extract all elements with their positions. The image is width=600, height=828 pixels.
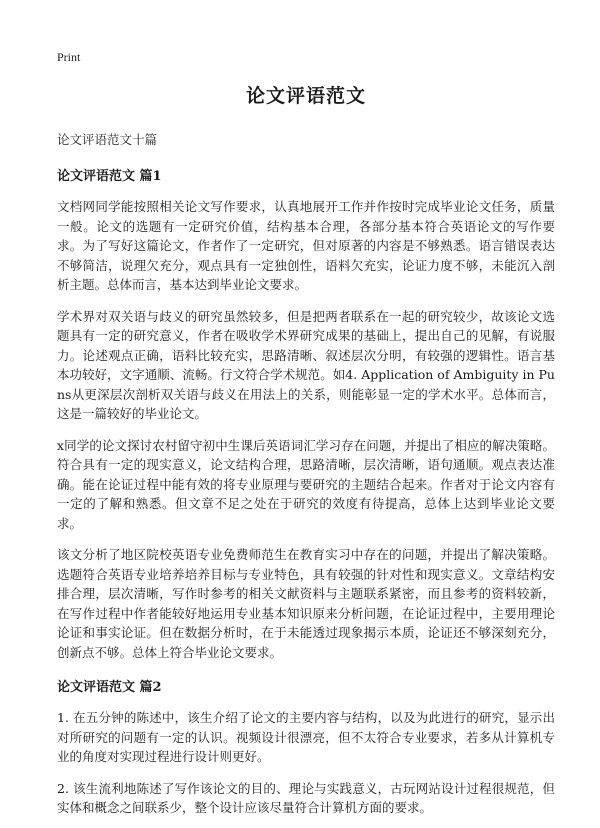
section-heading-1: 论文评语范文 篇1 — [57, 169, 162, 184]
page-title: 论文评语范文 — [245, 85, 366, 107]
paragraph: 该文分析了地区院校英语专业免费师范生在教育实习中存在的问题，并提出了解决策略。选题符合英语专业培养培养目标与专业特色，具有较强的针对性和现实意义。文章结构安排合理，层次清晰，写作时参考的相关文献资料与主题联系紧密，而且参考的资料较新，在写作过程中作者能较好地运用专业基本知识原来分析问题，在论证过程中，主要用理论论证和事实论证。但在数据分析时，在于未能透过现象揭示本质，论证还不够深刻充分，创新点不够。总体上符合毕业论文要求。 — [57, 547, 555, 660]
paragraph: 2. 该生流利地陈述了写作该论文的目的、理论与实践意义，古玩网站设计过程很规范，但实体和概念之间联系少，整个设计应该尽量符合计算机方面的要求。 — [57, 780, 555, 815]
print-link[interactable]: Print — [57, 50, 81, 64]
paragraph: x同学的论文探讨农村留守初中生课后英语词汇学习存在问题，并提出了相应的解决策略。符合具有一定的现实意义，论文结构合理，思路清晰，层次清晰，语句通顺。观点表达准确。能在论证过程中能有效的将专业原理与要研究的主题结合起来。作者对于论文内容有一定的了解和熟悉。但文章不足之处在于研究的效度有待提高，总体上达到毕业论文要求。 — [57, 437, 555, 531]
section-heading-2: 论文评语范文 篇2 — [57, 680, 162, 695]
document-subtitle: 论文评语范文十篇 — [57, 132, 158, 147]
paragraph: 学术界对双关语与歧义的研究虽然较多，但是把两者联系在一起的研究较少，故该论文选题具有一定的研究意义，作者在吸收学术界研究成果的基础上，提出自己的见解，有说服力。论述观点正确，语料比较充实，思路清晰、叙述层次分明，有较强的逻辑性。语言基本功较好，文字通顺、流畅。行文符合学术规范。如4. Application of Ambiguity in Puns从更深层次剖析双关语与歧义在用法上的关系，则能彰显一定的学术水平。总体而言，这是一篇较好的毕业论文。 — [57, 308, 555, 421]
paragraph: 文档网同学能按照相关论文写作要求，认真地展开工作并作按时完成毕业论文任务，质量一般。论文的选题有一定研究价值，结构基本合理，各部分基本符合英语论文的写作要求。为了写好这篇论文，作者作了一定研究，但对原著的内容是不够熟悉。语言错误表达不够简洁，说理欠充分，观点具有一定独创性，语料欠充实，论证力度不够，未能沉入剖析主题。总体而言，基本达到毕业论文要求。 — [57, 199, 555, 292]
paragraph: 1. 在五分钟的陈述中，该生介绍了论文的主要内容与结构，以及为此进行的研究，显示出对所研究的问题有一定的认识。视频设计很漂亮，但不太符合专业要求，若多从计算机专业的角度对实现过程进行设计则更好。 — [57, 710, 555, 764]
